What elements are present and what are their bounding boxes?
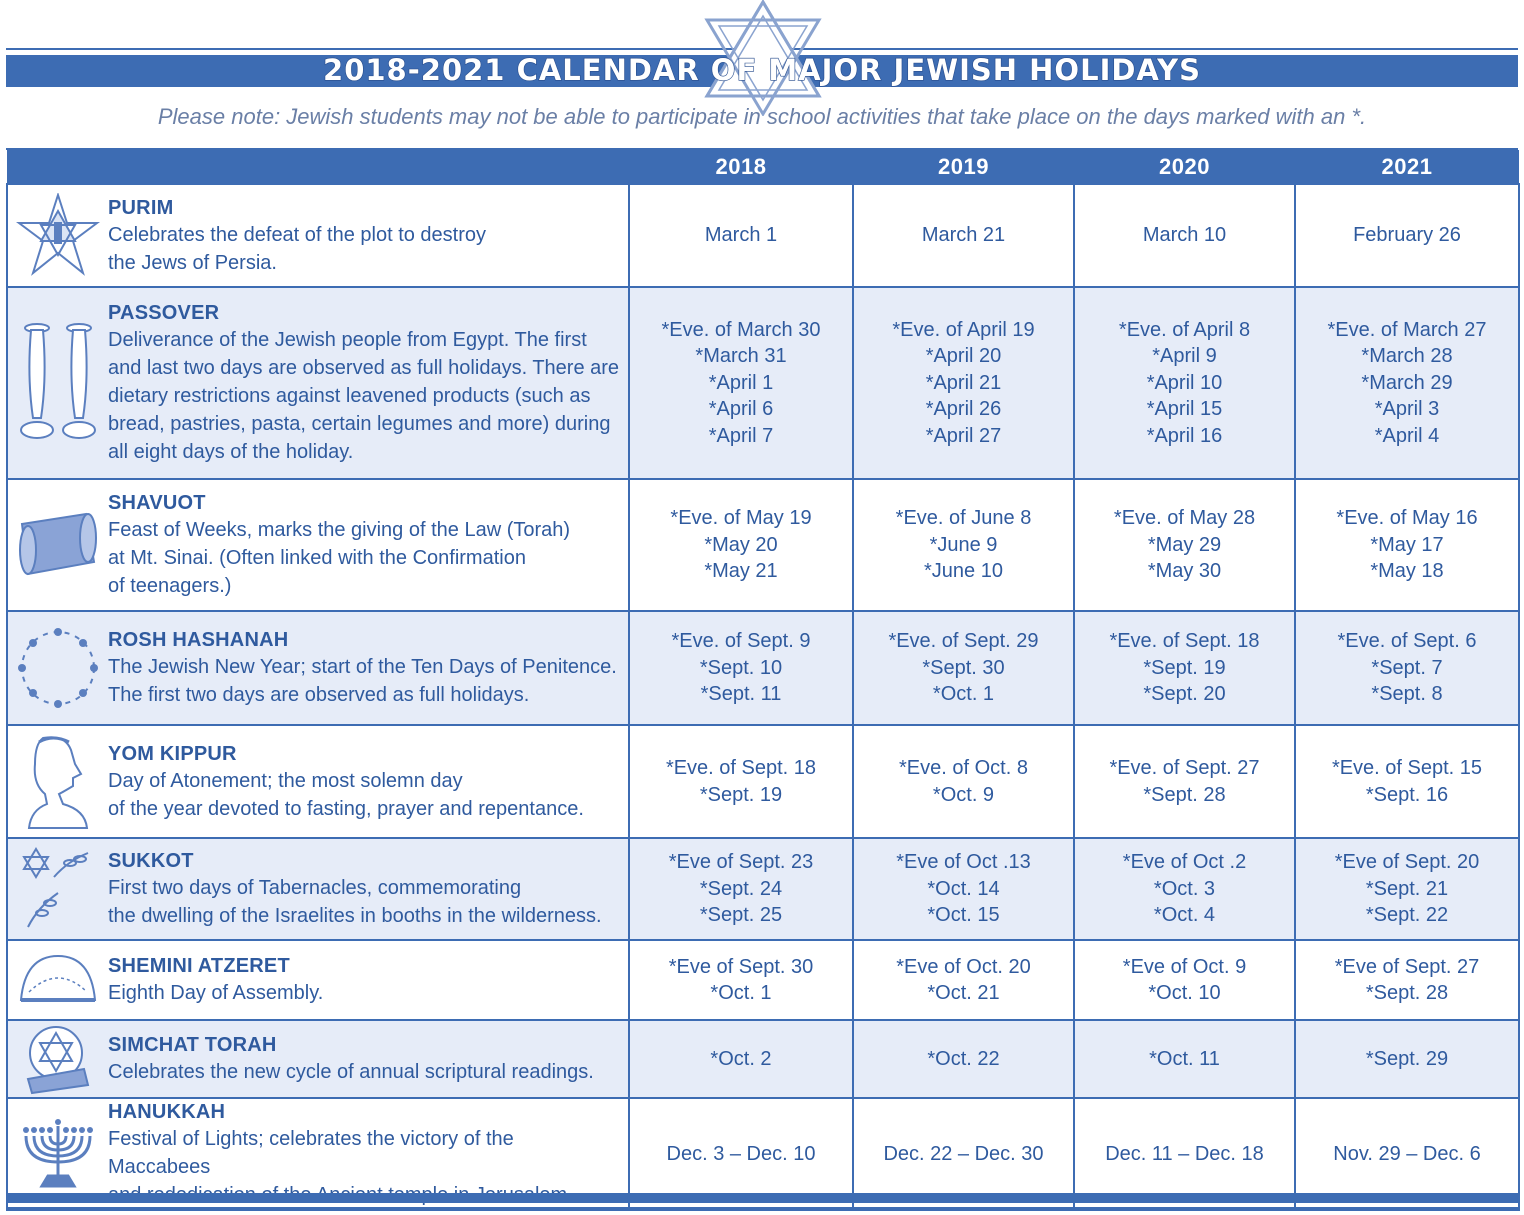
holiday-description: Festival of Lights; celebrates the victory of the Maccabees xyxy=(108,1128,514,1178)
profile-bust-icon xyxy=(8,734,108,830)
holiday-description: Celebrates the new cycle of annual scriptural readings. xyxy=(108,1061,594,1083)
date-cell: *Eve. of May 16 *May 17 *May 18 xyxy=(1295,479,1519,611)
participation-note: Please note: Jewish students may not be able to participate in school activities that take place on the days marked with an *. xyxy=(157,104,1367,129)
date-cell: *Eve of Oct. 9 *Oct. 10 xyxy=(1074,940,1295,1020)
holiday-name: SIMCHAT TORAH xyxy=(108,1034,277,1056)
date-cell: *Eve. of Sept. 18 *Sept. 19 xyxy=(629,725,853,838)
table-row xyxy=(7,184,1519,287)
holiday-cell xyxy=(7,725,629,838)
date-cell: *Eve. of Sept. 15 *Sept. 16 xyxy=(1295,725,1519,838)
kippah-icon xyxy=(8,952,108,1008)
year-header: 2018 xyxy=(629,150,853,184)
date-cell: March 10 xyxy=(1074,184,1295,287)
table-row xyxy=(7,838,1519,940)
holiday-description: Feast of Weeks, marks the giving of the Law (Torah) at Mt. Sinai. (Often linked with the Confirmation of teenagers.) xyxy=(108,519,571,597)
purim-star-icon xyxy=(8,193,108,279)
holiday-name: PURIM xyxy=(108,196,174,219)
holiday-description: First two days of Tabernacles, commemorating the dwelling of the Israelites in booths in the wilderness. xyxy=(108,877,602,927)
date-cell: *Eve of Oct .13 *Oct. 14 *Oct. 15 xyxy=(853,838,1074,940)
star-branch-icon xyxy=(8,847,108,931)
holiday-cell xyxy=(7,479,629,611)
date-cell: *Eve. of Sept. 18 *Sept. 19 *Sept. 20 xyxy=(1074,611,1295,725)
menorah-icon xyxy=(8,1116,108,1192)
date-cell: *Eve. of June 8 *June 9 *June 10 xyxy=(853,479,1074,611)
table-row xyxy=(7,725,1519,838)
holiday-table xyxy=(6,150,1520,1211)
holiday-cell xyxy=(7,1020,629,1098)
holiday-name: SHAVUOT xyxy=(108,492,206,514)
header-row xyxy=(7,150,1519,184)
date-cell: Dec. 3 – Dec. 10 xyxy=(629,1098,853,1210)
candlesticks-icon xyxy=(8,318,108,448)
date-cell: *Eve of Oct .2 *Oct. 3 *Oct. 4 xyxy=(1074,838,1295,940)
date-cell: *Eve. of Sept. 6 *Sept. 7 *Sept. 8 xyxy=(1295,611,1519,725)
holiday-name: SUKKOT xyxy=(108,850,194,872)
date-cell: *Oct. 22 xyxy=(853,1020,1074,1098)
torah-scroll-icon xyxy=(8,510,108,580)
holiday-description: Celebrates the defeat of the plot to destroy the Jews of Persia. xyxy=(108,223,487,274)
date-cell: February 26 xyxy=(1295,184,1519,287)
date-cell: *Eve. of Sept. 9 *Sept. 10 *Sept. 11 xyxy=(629,611,853,725)
star-wreath-icon xyxy=(8,623,108,713)
holiday-cell xyxy=(7,184,629,287)
date-cell: *Eve. of April 19 *April 20 *April 21 *April 26 *April 27 xyxy=(853,287,1074,479)
table-row xyxy=(7,479,1519,611)
date-cell: *Eve of Sept. 30 *Oct. 1 xyxy=(629,940,853,1020)
date-cell: March 21 xyxy=(853,184,1074,287)
holiday-cell xyxy=(7,838,629,940)
year-header: 2019 xyxy=(853,150,1074,184)
year-header: 2020 xyxy=(1074,150,1295,184)
table-bottom-thin-rule xyxy=(6,1207,1518,1209)
holiday-cell xyxy=(7,287,629,479)
table-bottom-rule xyxy=(6,1193,1518,1203)
date-cell: *Eve. of Sept. 29 *Sept. 30 *Oct. 1 xyxy=(853,611,1074,725)
holiday-description: The Jewish New Year; start of the Ten Days of Penitence. The first two days are observed as full holidays. xyxy=(108,656,617,706)
date-cell: *Eve of Oct. 20 *Oct. 21 xyxy=(853,940,1074,1020)
header-holiday xyxy=(7,150,629,184)
date-cell: *Eve of Sept. 27 *Sept. 28 xyxy=(1295,940,1519,1020)
holiday-description: Deliverance of the Jewish people from Egypt. The first and last two days are observed as full holidays. There are dietary restrictions against leavened products (such as bread, pastries, pasta, certain legumes and more) during all eight days of the holiday. xyxy=(108,329,620,463)
holiday-description: Day of Atonement; the most solemn day of the year devoted to fasting, prayer and repentance. xyxy=(108,769,584,820)
holiday-description: Eighth Day of Assembly. xyxy=(108,982,324,1004)
holiday-cell xyxy=(7,940,629,1020)
page-title: 2018-2021 CALENDAR OF MAJOR JEWISH HOLIDAYS xyxy=(323,53,1201,87)
date-cell: *Eve. of May 28 *May 29 *May 30 xyxy=(1074,479,1295,611)
date-cell: *Eve. of March 30 *March 31 *April 1 *April 6 *April 7 xyxy=(629,287,853,479)
date-cell: *Eve. of May 19 *May 20 *May 21 xyxy=(629,479,853,611)
table-row xyxy=(7,940,1519,1020)
date-cell: *Oct. 2 xyxy=(629,1020,853,1098)
table-row xyxy=(7,611,1519,725)
holiday-name: YOM KIPPUR xyxy=(108,742,237,765)
holiday-name: SHEMINI ATZERET xyxy=(108,955,290,977)
date-cell: Dec. 11 – Dec. 18 xyxy=(1074,1098,1295,1210)
date-cell: *Eve of Sept. 20 *Sept. 21 *Sept. 22 xyxy=(1295,838,1519,940)
holiday-cell xyxy=(7,611,629,725)
year-header: 2021 xyxy=(1295,150,1519,184)
holiday-name: ROSH HASHANAH xyxy=(108,629,289,651)
date-cell: Dec. 22 – Dec. 30 xyxy=(853,1098,1074,1210)
date-cell: *Eve. of March 27 *March 28 *March 29 *April 3 *April 4 xyxy=(1295,287,1519,479)
date-cell: *Oct. 11 xyxy=(1074,1020,1295,1098)
holiday-name: PASSOVER xyxy=(108,302,220,324)
date-cell: *Eve. of Sept. 27 *Sept. 28 xyxy=(1074,725,1295,838)
star-torah-icon xyxy=(8,1023,108,1095)
holiday-name: HANUKKAH xyxy=(108,1101,226,1123)
date-cell: *Eve of Sept. 23 *Sept. 24 *Sept. 25 xyxy=(629,838,853,940)
table-row xyxy=(7,1020,1519,1098)
date-cell: *Eve. of Oct. 8 *Oct. 9 xyxy=(853,725,1074,838)
date-cell: Nov. 29 – Dec. 6 xyxy=(1295,1098,1519,1210)
date-cell: *Sept. 29 xyxy=(1295,1020,1519,1098)
date-cell: March 1 xyxy=(629,184,853,287)
table-row xyxy=(7,287,1519,479)
date-cell: *Eve. of April 8 *April 9 *April 10 *April 15 *April 16 xyxy=(1074,287,1295,479)
